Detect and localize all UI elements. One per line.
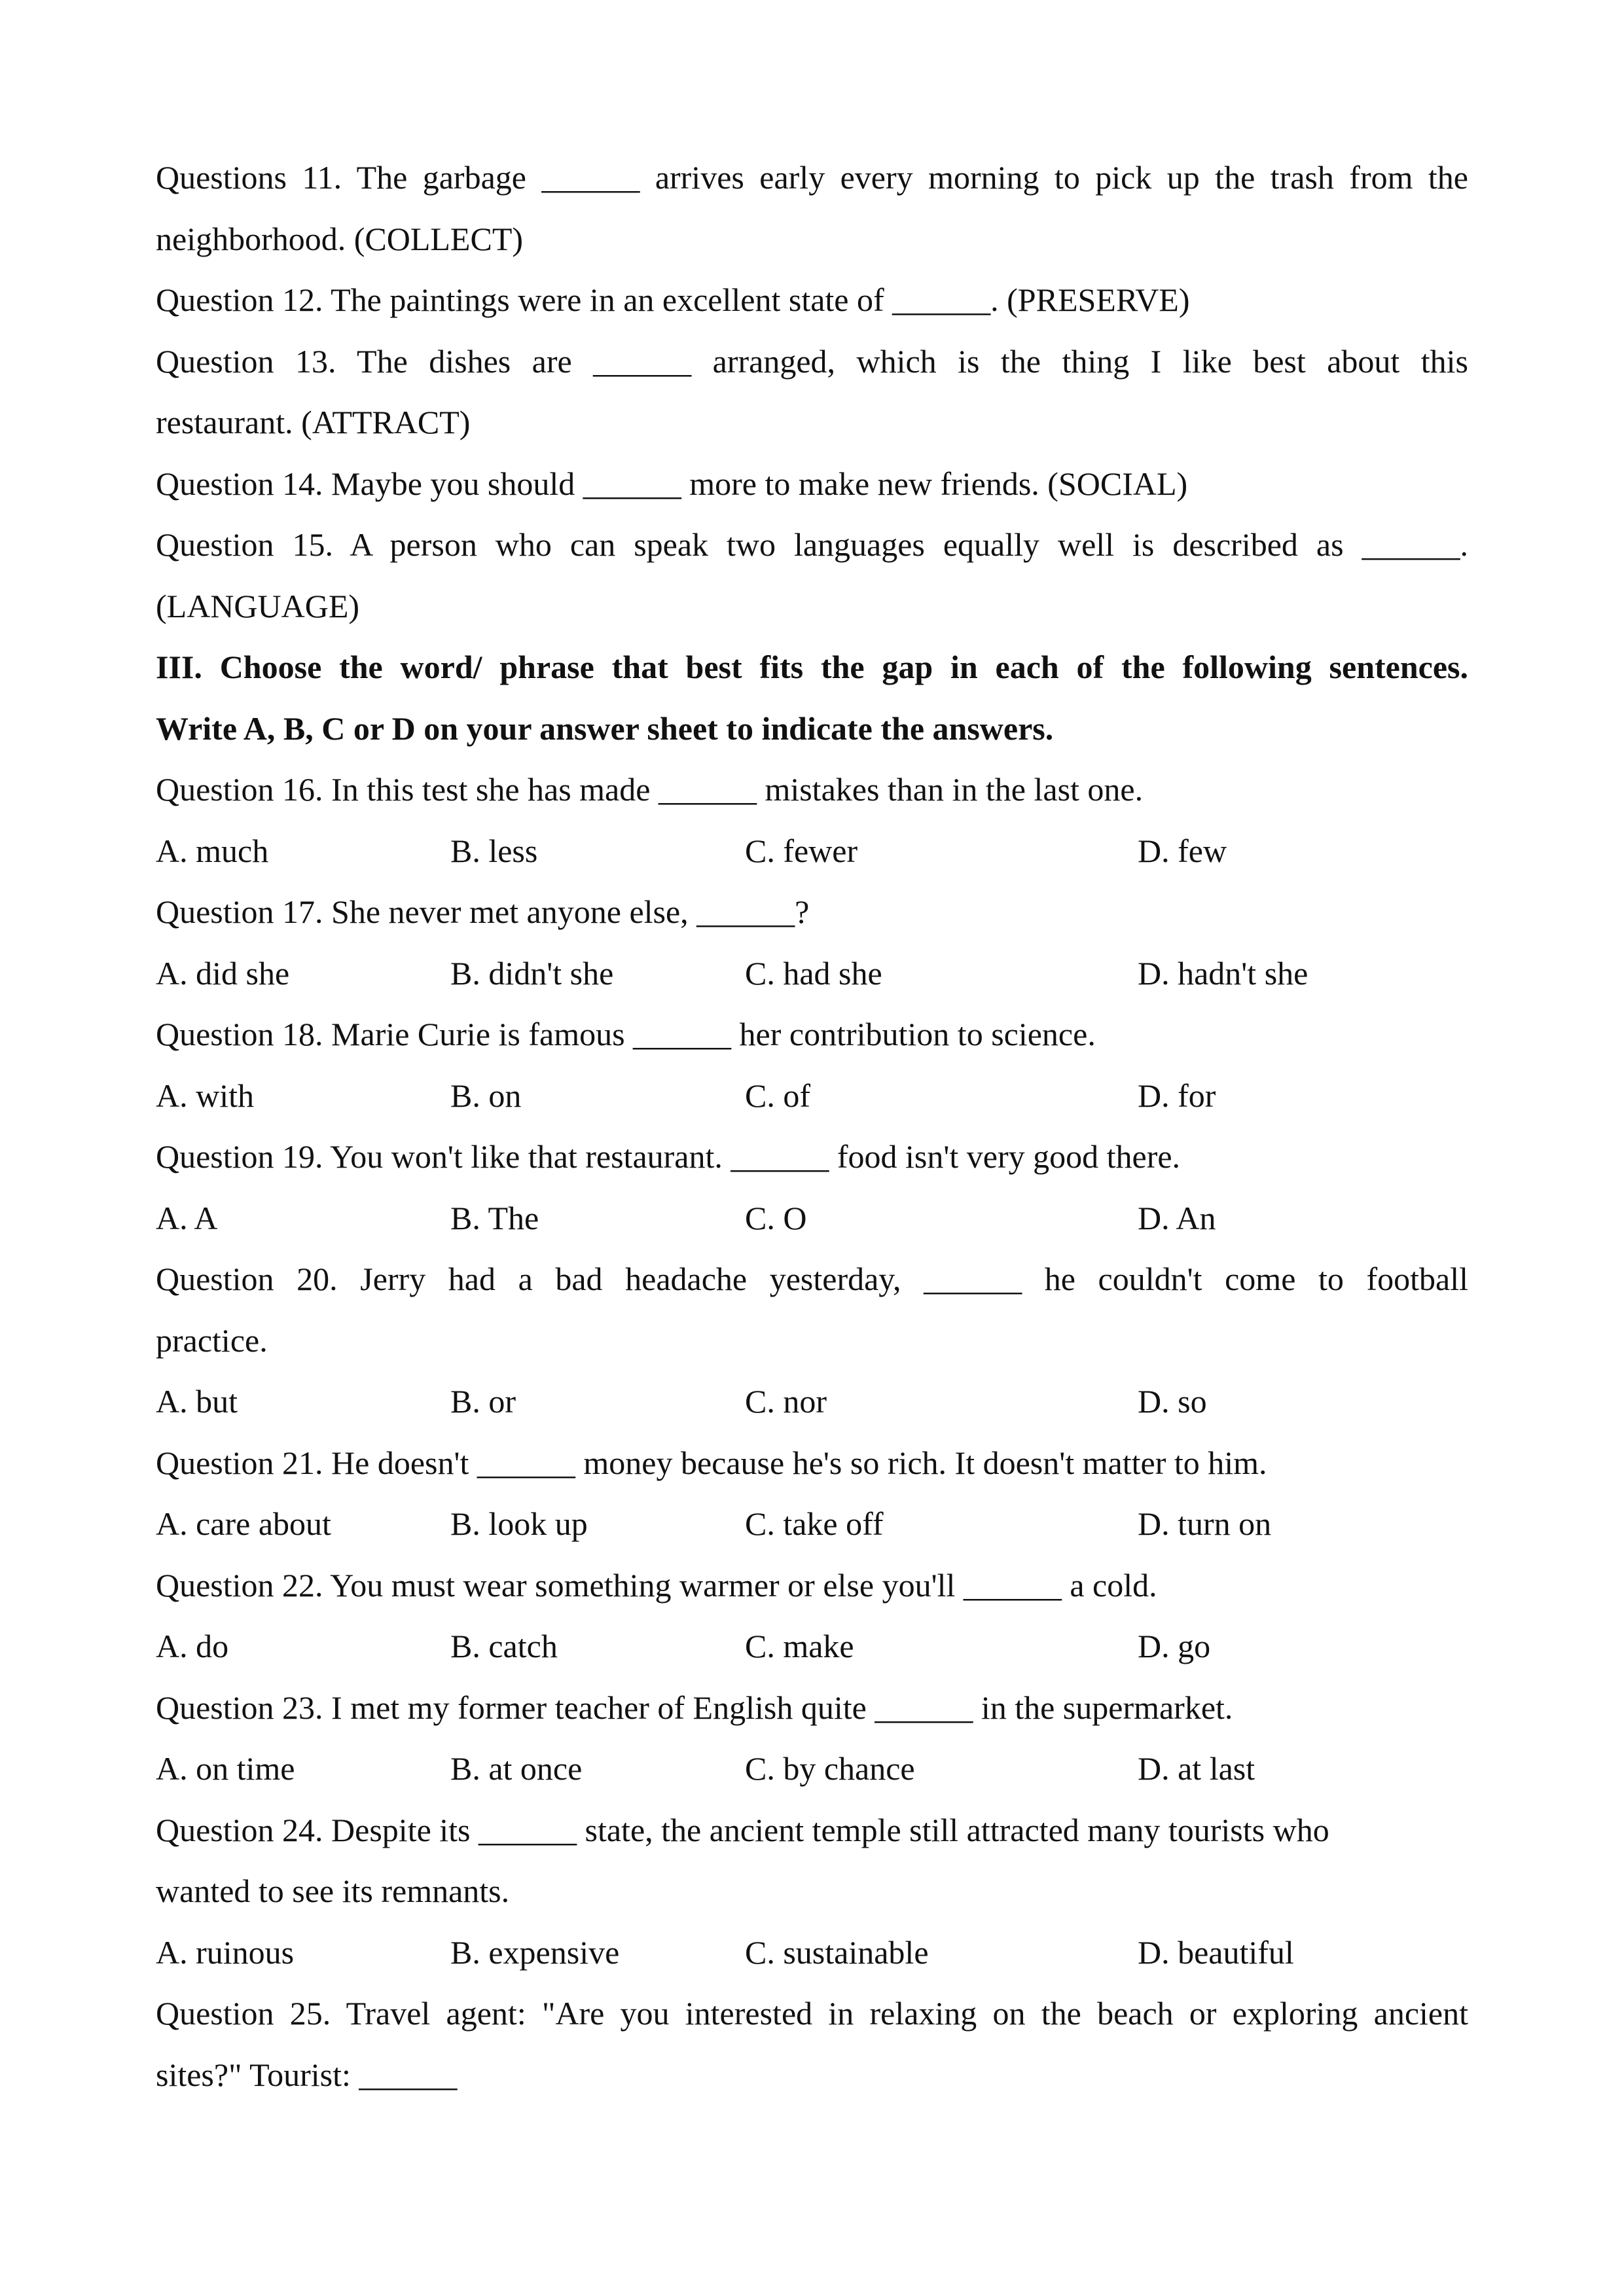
option-d: D. few — [1138, 832, 1227, 869]
option-c: C. fewer — [745, 832, 858, 869]
option-c: C. O — [745, 1199, 807, 1236]
option-a: A. with — [156, 1077, 254, 1114]
option-c: C. take off — [745, 1505, 884, 1542]
q18-options-row — [156, 1066, 1468, 1127]
option-b: B. at once — [450, 1750, 583, 1787]
option-b: B. The — [450, 1199, 539, 1236]
q24-options-row — [156, 1922, 1468, 1984]
option-d: D. beautiful — [1138, 1933, 1294, 1971]
option-a: A. do — [156, 1628, 229, 1664]
option-a: A. much — [156, 832, 269, 869]
option-a: A. did she — [156, 954, 290, 992]
q16-options-row — [156, 821, 1468, 882]
question-line-q11-1: Questions 11. The garbage ______ arrives early every morning to pick up the trash from the — [156, 159, 1468, 196]
option-b: B. or — [450, 1383, 516, 1420]
option-a: A. but — [156, 1383, 238, 1420]
option-d: D. at last — [1138, 1750, 1255, 1787]
option-b: B. didn't she — [450, 954, 614, 992]
question-line-q20-1: Question 20. Jerry had a bad headache yesterday, ______ he couldn't come to football — [156, 1261, 1468, 1297]
option-c: C. sustainable — [745, 1933, 929, 1971]
option-a: A. on time — [156, 1750, 295, 1787]
section-heading-line-section-iii-1: III. Choose the word/ phrase that best fits the gap in each of the following sentences. — [156, 649, 1468, 685]
option-d: D. turn on — [1138, 1505, 1272, 1542]
q22-options-row — [156, 1616, 1468, 1677]
q20-options-row — [156, 1371, 1468, 1433]
option-b: B. on — [450, 1077, 522, 1114]
question-line-q24-2: wanted to see its remnants. — [156, 1873, 510, 1909]
option-b: B. expensive — [450, 1933, 620, 1971]
option-d: D. An — [1138, 1199, 1216, 1236]
question-line-q22: Question 22. You must wear something warmer or else you'll ______ a cold. — [156, 1566, 1157, 1604]
option-c: C. nor — [745, 1383, 827, 1420]
question-line-q23: Question 23. I met my former teacher of English quite ______ in the supermarket. — [156, 1689, 1233, 1726]
question-line-q25-1: Question 25. Travel agent: "Are you interested in relaxing on the beach or exploring ancient — [156, 1995, 1468, 2032]
question-line-q19: Question 19. You won't like that restaurant. ______ food isn't very good there. — [156, 1138, 1181, 1175]
question-line-q11-2: neighborhood. (COLLECT) — [156, 220, 524, 257]
option-d: D. so — [1138, 1383, 1207, 1420]
option-a: A. A — [156, 1199, 218, 1236]
question-line-q20-2: practice. — [156, 1321, 268, 1359]
question-line-q13-2: restaurant. (ATTRACT) — [156, 404, 471, 440]
question-line-q17: Question 17. She never met anyone else, ______? — [156, 893, 810, 930]
option-c: C. of — [745, 1077, 810, 1114]
q17-options-row — [156, 943, 1468, 1005]
question-line-q15-1: Question 15. A person who can speak two languages equally well is described as ______. — [156, 526, 1468, 563]
q19-options-row — [156, 1188, 1468, 1249]
question-line-q13-1: Question 13. The dishes are ______ arranged, which is the thing I like best about this — [156, 342, 1468, 380]
option-b: B. less — [450, 832, 538, 869]
question-line-q21: Question 21. He doesn't ______ money because he's so rich. It doesn't matter to him. — [156, 1444, 1267, 1481]
question-line-q15-2: (LANGUAGE) — [156, 587, 360, 624]
option-a: A. care about — [156, 1505, 331, 1542]
option-c: C. had she — [745, 954, 882, 992]
option-d: D. go — [1138, 1628, 1211, 1664]
option-c: C. make — [745, 1628, 854, 1664]
option-d: D. hadn't she — [1138, 954, 1308, 992]
section-heading-line-section-iii-2: Write A, B, C or D on your answer sheet to indicate the answers. — [156, 709, 1054, 747]
option-b: B. catch — [450, 1628, 558, 1664]
question-line-q16: Question 16. In this test she has made ______ mistakes than in the last one. — [156, 771, 1144, 808]
question-line-q18: Question 18. Marie Curie is famous ______ her contribution to science. — [156, 1016, 1096, 1052]
question-line-q24-1: Question 24. Despite its ______ state, the ancient temple still attracted many tourists who — [156, 1811, 1329, 1848]
option-d: D. for — [1138, 1077, 1216, 1114]
option-b: B. look up — [450, 1505, 588, 1542]
q23-options-row — [156, 1738, 1468, 1800]
document-page — [156, 147, 1468, 2106]
question-line-q14: Question 14. Maybe you should ______ more to make new friends. (SOCIAL) — [156, 465, 1188, 502]
option-c: C. by chance — [745, 1750, 915, 1787]
q21-options-row — [156, 1494, 1468, 1555]
question-line-q12: Question 12. The paintings were in an excellent state of ______. (PRESERVE) — [156, 281, 1190, 318]
option-a: A. ruinous — [156, 1933, 295, 1971]
question-line-q25-2: sites?" Tourist: ______ — [156, 2056, 458, 2093]
